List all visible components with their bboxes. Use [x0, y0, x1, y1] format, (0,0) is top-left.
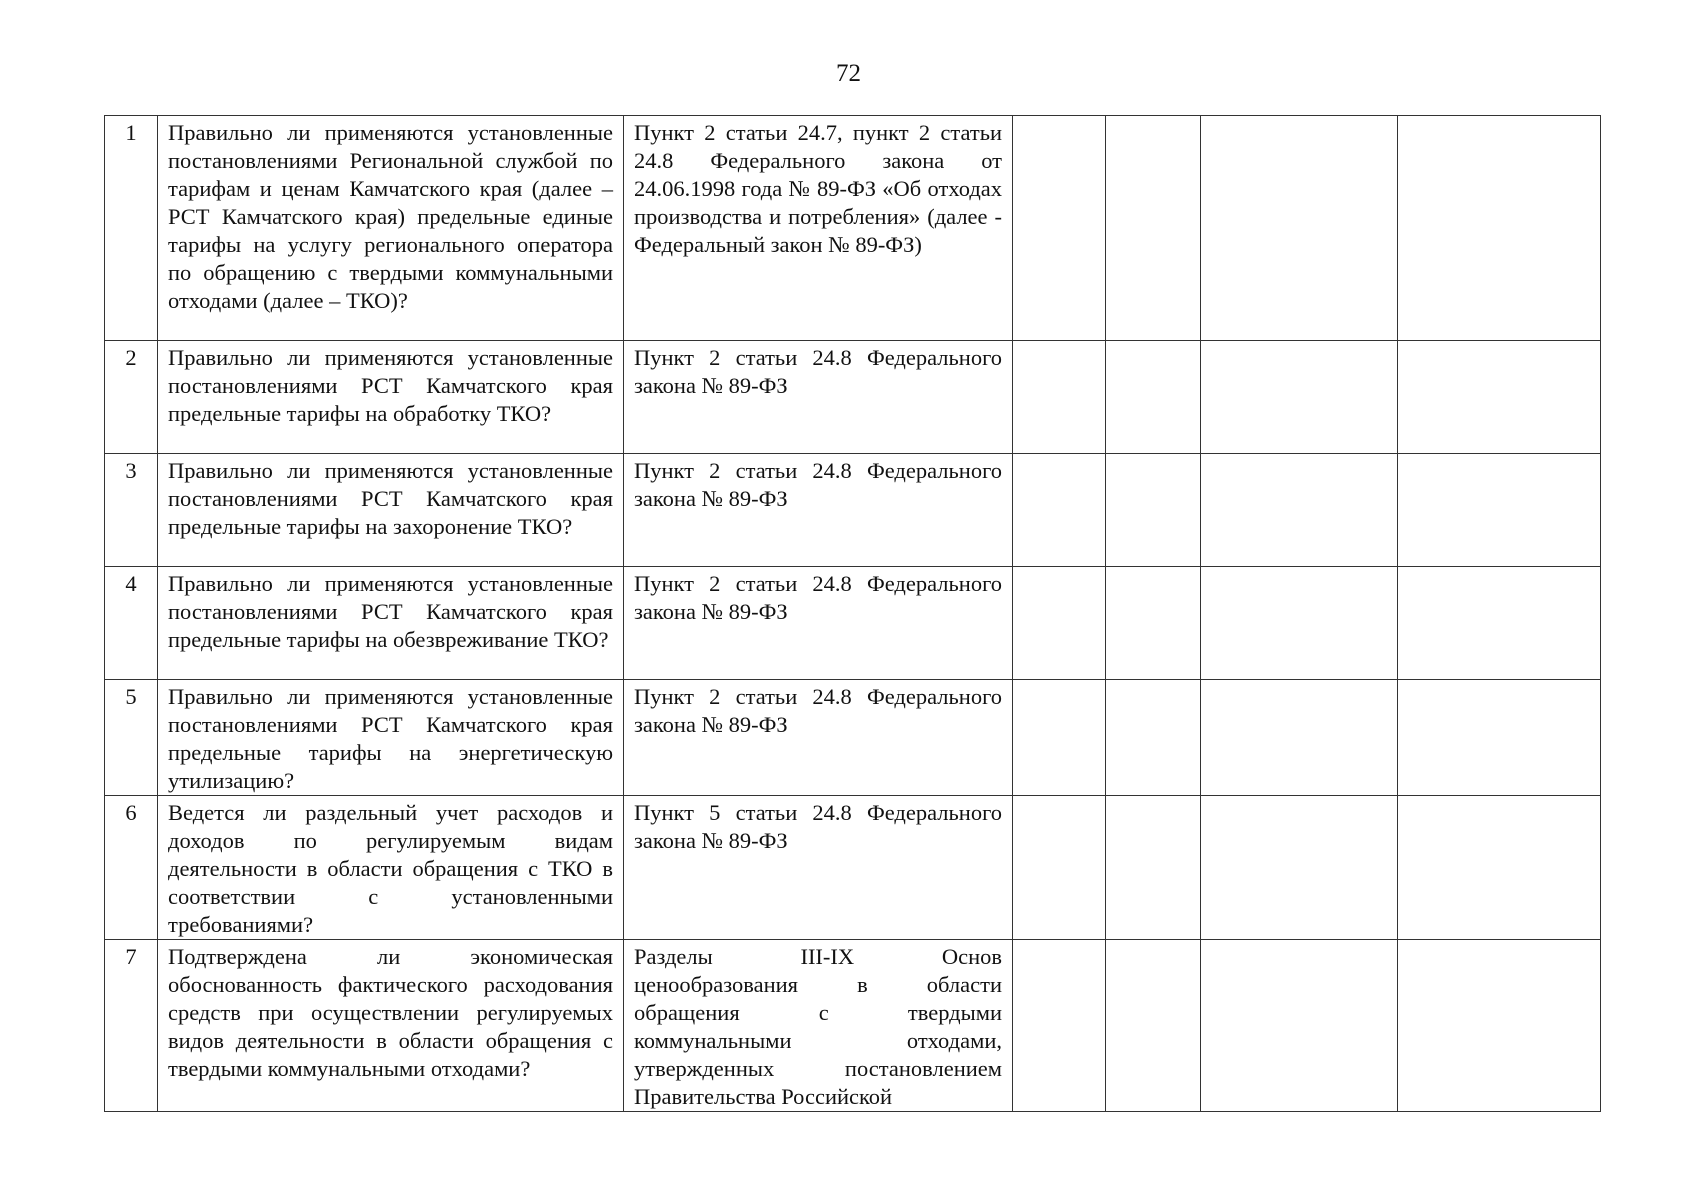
empty-cell	[1106, 116, 1201, 341]
page-number: 72	[836, 60, 861, 87]
empty-cell	[1201, 680, 1398, 796]
empty-cell	[1106, 940, 1201, 1112]
empty-cell	[1201, 567, 1398, 680]
row-number: 5	[105, 680, 158, 796]
question-text: Правильно ли применяются установленные постановлениями Региональной службой по тарифам и ценам Камчатского края (далее – РСТ Камчатского края) предельные единые тарифы на услугу регионального оператора по обращению с твердыми коммунальными отходами (далее – ТКО)?	[158, 116, 624, 341]
empty-cell	[1013, 116, 1106, 341]
question-text: Ведется ли раздельный учет расходов и доходов по регулируемым видам деятельности в области обращения с ТКО в соответствии с установленными требованиями?	[158, 796, 624, 940]
question-text: Правильно ли применяются установленные постановлениями РСТ Камчатского края предельные тарифы на обезвреживание ТКО?	[158, 567, 624, 680]
empty-cell	[1398, 454, 1601, 567]
empty-cell	[1013, 341, 1106, 454]
table-row	[105, 567, 1601, 680]
table-row	[105, 680, 1601, 796]
empty-cell	[1398, 796, 1601, 940]
question-text: Правильно ли применяются установленные постановлениями РСТ Камчатского края предельные тарифы на обработку ТКО?	[158, 341, 624, 454]
row-number: 7	[105, 940, 158, 1112]
empty-cell	[1106, 454, 1201, 567]
empty-cell	[1201, 940, 1398, 1112]
empty-cell	[1201, 116, 1398, 341]
empty-cell	[1201, 454, 1398, 567]
question-text: Правильно ли применяются установленные постановлениями РСТ Камчатского края предельные тарифы на энергетическую утилизацию?	[158, 680, 624, 796]
empty-cell	[1201, 796, 1398, 940]
legal-reference: Разделы III-IX Основ ценообразования в области обращения с твердыми коммунальными отходами, утвержденных постановлением Правительства Российской	[624, 940, 1013, 1112]
legal-reference: Пункт 2 статьи 24.8 Федерального закона № 89-ФЗ	[624, 680, 1013, 796]
empty-cell	[1106, 341, 1201, 454]
empty-cell	[1013, 454, 1106, 567]
empty-cell	[1013, 940, 1106, 1112]
empty-cell	[1106, 796, 1201, 940]
checklist-table	[104, 115, 1601, 1112]
empty-cell	[1398, 940, 1601, 1112]
question-text: Подтверждена ли экономическая обоснованность фактического расходования средств при осуществлении регулируемых видов деятельности в области обращения с твердыми коммунальными отходами?	[158, 940, 624, 1112]
empty-cell	[1106, 567, 1201, 680]
table-row	[105, 341, 1601, 454]
empty-cell	[1201, 341, 1398, 454]
row-number: 3	[105, 454, 158, 567]
empty-cell	[1398, 680, 1601, 796]
empty-cell	[1106, 680, 1201, 796]
empty-cell	[1398, 567, 1601, 680]
legal-reference: Пункт 2 статьи 24.7, пункт 2 статьи 24.8 Федерального закона от 24.06.1998 года № 89-ФЗ «Об отходах производства и потребления» (далее - Федеральный закон № 89-ФЗ)	[624, 116, 1013, 341]
table-row	[105, 940, 1601, 1112]
legal-reference: Пункт 2 статьи 24.8 Федерального закона № 89-ФЗ	[624, 567, 1013, 680]
legal-reference: Пункт 2 статьи 24.8 Федерального закона № 89-ФЗ	[624, 341, 1013, 454]
table-row	[105, 796, 1601, 940]
legal-reference: Пункт 2 статьи 24.8 Федерального закона № 89-ФЗ	[624, 454, 1013, 567]
empty-cell	[1398, 116, 1601, 341]
row-number: 2	[105, 341, 158, 454]
empty-cell	[1398, 341, 1601, 454]
table-row	[105, 116, 1601, 341]
question-text: Правильно ли применяются установленные постановлениями РСТ Камчатского края предельные тарифы на захоронение ТКО?	[158, 454, 624, 567]
table-row	[105, 454, 1601, 567]
legal-reference: Пункт 5 статьи 24.8 Федерального закона № 89-ФЗ	[624, 796, 1013, 940]
row-number: 4	[105, 567, 158, 680]
empty-cell	[1013, 796, 1106, 940]
empty-cell	[1013, 680, 1106, 796]
row-number: 1	[105, 116, 158, 341]
row-number: 6	[105, 796, 158, 940]
empty-cell	[1013, 567, 1106, 680]
